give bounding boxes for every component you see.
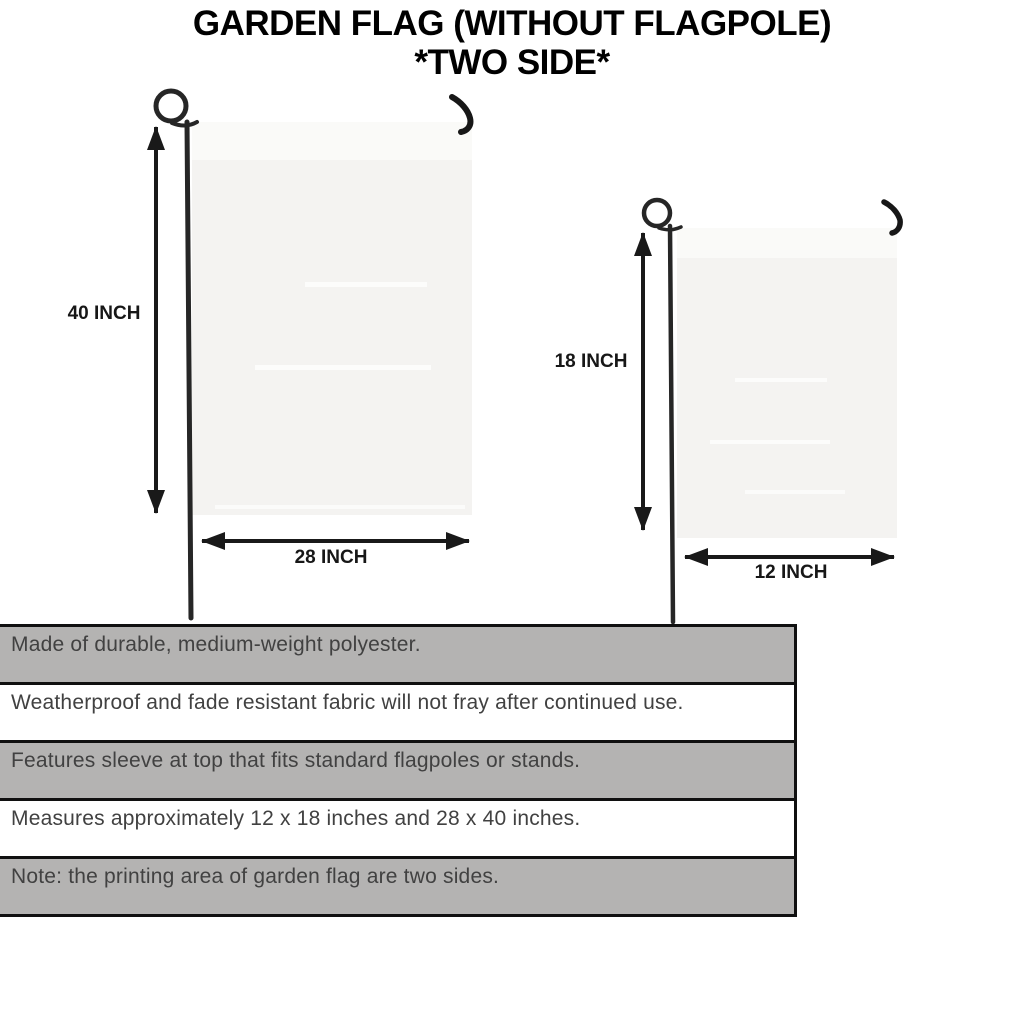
flag-crease [735, 378, 827, 382]
features-table [0, 624, 797, 917]
flag-crease [215, 505, 465, 509]
feature-row: Features sleeve at top that fits standard flagpoles or stands. [0, 740, 797, 801]
feature-row: Weatherproof and fade resistant fabric will not fray after continued use. [0, 682, 797, 743]
small-flag-sleeve [677, 228, 897, 258]
small-flag-width-label: 12 INCH [754, 562, 828, 583]
page-subtitle: *TWO SIDE* [414, 43, 610, 82]
large-flag-group [156, 91, 472, 618]
page-title: GARDEN FLAG (WITHOUT FLAGPOLE) [192, 4, 832, 43]
large-flagpole-loop [156, 91, 186, 121]
large-flag-height-label: 40 INCH [67, 303, 141, 324]
large-flag-canvas [192, 122, 472, 515]
small-flag-group [643, 200, 900, 622]
large-flagpole [187, 122, 191, 618]
flag-crease [305, 282, 427, 287]
large-flag-width-label: 28 INCH [294, 547, 368, 568]
feature-row: Note: the printing area of garden flag are two sides. [0, 856, 797, 917]
small-flagpole-loop [644, 200, 670, 226]
flag-crease [710, 440, 830, 444]
small-flag-height-label: 18 INCH [554, 351, 628, 372]
large-flagpole-loop-tail [172, 122, 197, 126]
feature-row: Measures approximately 12 x 18 inches and 28 x 40 inches. [0, 798, 797, 859]
large-flag-sleeve [192, 122, 472, 160]
feature-row: Made of durable, medium-weight polyester. [0, 624, 797, 685]
flag-crease [255, 365, 431, 370]
small-flagpole [670, 226, 673, 622]
flag-crease [745, 490, 845, 494]
